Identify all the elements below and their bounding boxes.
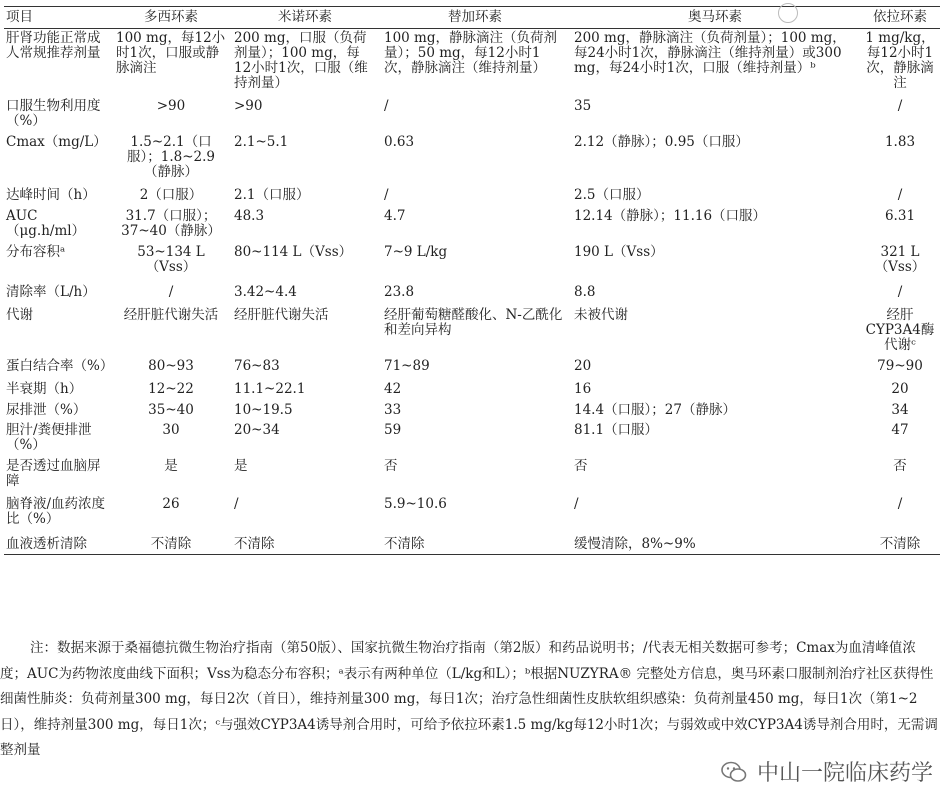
table-row bbox=[4, 133, 940, 186]
table-cell: 12.14（静脉）；11.16（口服） bbox=[574, 208, 767, 224]
table-cell: 53~134 L（Vss） bbox=[137, 244, 205, 275]
row-label: 达峰时间（h） bbox=[6, 187, 96, 203]
table-cell: 48.3 bbox=[234, 208, 265, 224]
table-cell: 35~40 bbox=[148, 402, 194, 418]
table-row bbox=[4, 457, 940, 495]
pharmacokinetics-table bbox=[4, 6, 940, 555]
row-label: 清除率（L/h） bbox=[6, 284, 96, 300]
table-cell: 80~114 L（Vss） bbox=[234, 244, 353, 260]
table-cell: >90 bbox=[234, 98, 263, 114]
table-cell: 不清除 bbox=[150, 536, 192, 552]
brand-name: 中山一院临床药学 bbox=[756, 761, 933, 786]
table-cell: 71~89 bbox=[384, 358, 430, 374]
row-label: Cmax（mg/L） bbox=[6, 134, 107, 150]
table-row bbox=[4, 401, 940, 421]
table-cell: 经肝葡萄糖醛酸化、N-乙酰化和差向异构 bbox=[384, 307, 563, 338]
table-cell: 200 mg，口服（负荷剂量）；100 mg，每12小时1次，口服（维持剂量） bbox=[234, 30, 368, 91]
table-cell: 不清除 bbox=[384, 536, 425, 552]
table-row bbox=[4, 29, 940, 98]
table-cell: 0.63 bbox=[384, 134, 415, 150]
table-cell: 59 bbox=[384, 422, 402, 438]
table-cell: 11.1~22.1 bbox=[234, 381, 306, 397]
table-cell: 5.9~10.6 bbox=[384, 496, 447, 512]
header-cell: 多西环素 bbox=[144, 9, 198, 25]
wechat-icon bbox=[721, 761, 747, 783]
table-cell: 10~19.5 bbox=[234, 402, 293, 418]
table-cell: / bbox=[897, 98, 903, 114]
table-cell: 不清除 bbox=[234, 536, 275, 552]
table-row bbox=[4, 97, 940, 133]
brand-footer bbox=[721, 756, 933, 787]
table-cell: 否 bbox=[384, 458, 398, 474]
table-cell: / bbox=[384, 98, 389, 114]
table-cell: 42 bbox=[384, 381, 402, 397]
table-cell: 2.1~5.1 bbox=[234, 134, 289, 150]
table-cell: 14.4（口服）；27（静脉） bbox=[574, 402, 736, 418]
header-cell: 奥马环素 bbox=[688, 9, 742, 25]
table-row bbox=[4, 380, 940, 401]
table-cell: 321 L（Vss） bbox=[874, 244, 926, 275]
row-label: 胆汁/粪便排泄（%） bbox=[6, 422, 92, 453]
table-cell: 1.83 bbox=[884, 134, 916, 150]
table-cell: 不清除 bbox=[879, 536, 921, 552]
table-cell: 100 mg，每12小时1次，口服或静脉滴注 bbox=[116, 30, 226, 76]
row-label: 分布容积ᵃ bbox=[6, 244, 66, 260]
table-row bbox=[4, 495, 940, 535]
table-cell: 1.5~2.1（口服）；1.8~2.9（静脉） bbox=[126, 134, 215, 180]
table-cell: 47 bbox=[891, 422, 909, 438]
table-cell: / bbox=[574, 496, 579, 512]
table-cell: 20 bbox=[891, 381, 909, 397]
watermark bbox=[778, 3, 938, 25]
table-cell: >90 bbox=[156, 98, 186, 114]
table-row bbox=[4, 186, 940, 207]
header-cell: 替加环素 bbox=[448, 9, 502, 25]
header-cell: 米诺环素 bbox=[278, 9, 332, 25]
row-label: 是否透过血脑屏障 bbox=[6, 458, 101, 489]
table-cell: 23.8 bbox=[384, 284, 415, 300]
table-cell: 16 bbox=[574, 381, 592, 397]
table-cell: 7~9 L/kg bbox=[384, 244, 448, 260]
table-row bbox=[4, 243, 940, 283]
table-cell: 是 bbox=[234, 458, 248, 474]
table-cell: 35 bbox=[574, 98, 592, 114]
table-cell: 3.42~4.4 bbox=[234, 284, 297, 300]
row-label: 蛋白结合率（%） bbox=[6, 358, 114, 374]
table-cell: 4.7 bbox=[384, 208, 406, 224]
table-cell: 6.31 bbox=[884, 208, 916, 224]
table-cell: 80~93 bbox=[148, 358, 194, 374]
table-cell: 经肝CYP3A4酶代谢ᶜ bbox=[865, 307, 935, 353]
table-footnote: 注：数据来源于桑福德抗微生物治疗指南（第50版）、国家抗微生物治疗指南（第2版）和药品说明书；/代表无相关数据可参考；Cmax为血清峰值浓度；AUC为药物浓度曲线下面积；Vss为稳态分布容积；ᵃ表示有两种单位（L/kg和L）；ᵇ根据NUZYRA® 完整处方信息，奥马环素口服制剂治疗社区获得性细菌性肺炎：负荷剂量300 mg，每日2次（首日），维持剂量300 mg，每日1次；治疗急性细菌性皮肤软组织感染：负荷剂量450 mg，每日1次（第1~2日），维持剂量300 mg，每日1次；ᶜ与强效CYP3A4诱导剂合用时，可给予依拉环素1.5 mg/kg每12小时1次；与弱效或中效CYP3A4诱导剂合用时，无需调整剂量 bbox=[0, 640, 938, 758]
table-cell: / bbox=[897, 187, 903, 203]
row-label: 半衰期（h） bbox=[6, 381, 83, 397]
header-cell: 依拉环素 bbox=[873, 9, 927, 25]
row-label: 血液透析清除 bbox=[6, 536, 87, 552]
table-cell: 2.12（静脉）；0.95（口服） bbox=[574, 134, 749, 150]
table-cell: 是 bbox=[164, 458, 178, 474]
table-cell: 33 bbox=[384, 402, 402, 418]
table-cell: 12~22 bbox=[148, 381, 194, 397]
table-row bbox=[4, 421, 940, 457]
table-cell: / bbox=[234, 496, 239, 512]
seal-icon bbox=[778, 3, 798, 23]
table-cell: 200 mg，静脉滴注（负荷剂量）；100 mg，每24小时1次，静脉滴注（维持剂量）或300 mg，每24小时1次，口服（维持剂量）ᵇ bbox=[574, 30, 846, 76]
row-label: 肝肾功能正常成人常规推荐剂量 bbox=[6, 30, 101, 61]
table-cell: 缓慢清除，8%~9% bbox=[574, 536, 696, 552]
table-cell: 100 mg，静脉滴注（负荷剂量）；50 mg，每12小时1次，静脉滴注（维持剂量） bbox=[384, 30, 558, 76]
table-cell: 31.7（口服）；37~40（静脉） bbox=[121, 208, 221, 239]
table-row bbox=[4, 207, 940, 243]
table-cell: 1 mg/kg，每12小时1次，静脉滴注 bbox=[865, 30, 935, 91]
table-cell: 81.1（口服） bbox=[574, 422, 659, 438]
table-cell: 8.8 bbox=[574, 284, 596, 300]
table-cell: 30 bbox=[162, 422, 180, 438]
table-cell: / bbox=[384, 187, 389, 203]
table-cell: / bbox=[168, 284, 174, 300]
table-cell: 20 bbox=[574, 358, 592, 374]
table-cell: 34 bbox=[891, 402, 909, 418]
table-cell: 未被代谢 bbox=[574, 307, 628, 323]
table-row bbox=[4, 283, 940, 306]
table-row bbox=[4, 535, 940, 555]
row-label: 尿排泄（%） bbox=[6, 402, 87, 418]
table-row bbox=[4, 306, 940, 357]
table-cell: 2.1（口服） bbox=[234, 187, 310, 203]
table-cell: 20~34 bbox=[234, 422, 280, 438]
row-label: AUC（μg.h/ml） bbox=[6, 208, 86, 239]
table-cell: 否 bbox=[574, 458, 588, 474]
row-label: 代谢 bbox=[6, 307, 33, 323]
table-cell: 2（口服） bbox=[139, 187, 203, 203]
row-label: 脑脊液/血药浓度比（%） bbox=[6, 496, 106, 527]
table-cell: / bbox=[897, 496, 903, 512]
table-cell: / bbox=[897, 284, 903, 300]
table-cell: 76~83 bbox=[234, 358, 280, 374]
table-cell: 26 bbox=[162, 496, 180, 512]
table-cell: 190 L（Vss） bbox=[574, 244, 664, 260]
table-cell: 2.5（口服） bbox=[574, 187, 650, 203]
header-cell: 项目 bbox=[6, 9, 33, 25]
table-cell: 经肝脏代谢失活 bbox=[234, 307, 329, 323]
table-row bbox=[4, 357, 940, 380]
table-cell: 经肝脏代谢失活 bbox=[123, 307, 219, 323]
row-label: 口服生物利用度（%） bbox=[6, 98, 101, 129]
table-cell: 否 bbox=[893, 458, 907, 474]
table-cell: 79~90 bbox=[877, 358, 923, 374]
